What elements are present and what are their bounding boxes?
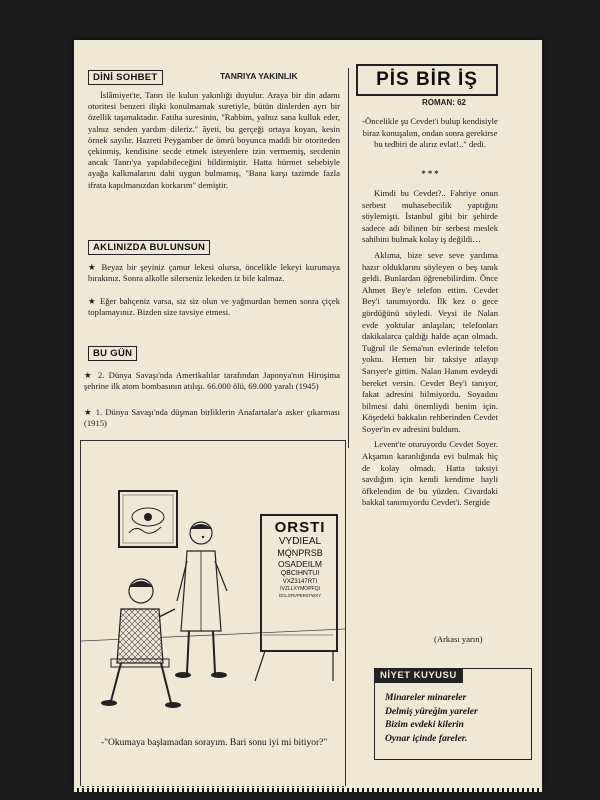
wall-painting	[119, 491, 177, 547]
star-bullet-icon: ★	[84, 407, 93, 417]
star-bullet-icon: ★	[88, 296, 97, 306]
cartoon-caption: -"Okumaya başlamadan sorayım. Bari sonu iyi mi bitiyor?"	[101, 738, 328, 748]
dini-sohbet-body: İslâmiyet'te, Tanrı ile kulun yakınlığı duyulur. Araya bir din adamı otoritesi benzeri ilişki konulmamak suretiyle, bütün dinlerden ayrı bir özellik taşımaktadır. Fatiha suresinin, "Rabbim, yalnız sana kulluk eder, yalnız senden yardım dileriz." âyeti, bu gerçeği ortaya koyan, kesin örnek sayılır. Hazreti Peygamber de ömrü boyunca maddi bir otoriteden çekinmiş, kendisine secde etmek isteyenlere izin vermemiş, secdenin ancak Tanrı'ya yapılabileceğini bildirmiştir. Hatta hürmet sebebiyle ayağa kalkmalarını dahi uygun bulmamış, "Bana karşı tazimde fazla ifrata kapılmanızdan korkarım" demiştir.	[88, 90, 340, 190]
eye-chart-letters: ORSTI VYDIEAL MQNPRSB OSADEILM QBCIHNTUI VXZ3147RTI IVZLLXYMOPFQI DCLGRVPERSTWXY	[274, 519, 326, 598]
aklinizda-item-2: ★ Eğer bahçeniz varsa, siz siz olun ve yağmurdan hemen sonra çiçek toplamayınız. Bizden size tavsiye etmesi.	[88, 296, 340, 318]
newspaper-clipping	[74, 40, 542, 788]
serial-paragraph: Kimdi bu Cevdet?.. Fahriye onun serbest muhasebecilik yaptığını söylemişti. İstanbul gibi bir şehirde sadece adı bilinen bir serbest meslek sahibini bulmak kolay iş değildi…	[362, 188, 498, 245]
aklinizda-header: AKLINIZDA BULUNSUN	[88, 240, 210, 255]
bugun-header: BU GÜN	[88, 346, 137, 361]
roman-number: ROMAN: 62	[422, 98, 467, 107]
niyet-kuyusu-header: NİYET KUYUSU	[374, 668, 463, 683]
serial-intro: -Öncelikle şu Cevdet'i bulup kendisiyle biraz konuşalım, ondan sonra gerekirse bu tedbiri de alırız evlat!.." dedi.	[362, 116, 498, 150]
star-bullet-icon: ★	[84, 370, 94, 380]
bugun-item-1: ★ 2. Dünya Savaşı'nda Amerikalılar tarafından Japonya'nın Hiroşima şehrine ilk atom bombasının atılışı. 66.000 ölü, 69.000 yaralı (1945)	[84, 370, 340, 392]
serial-paragraph: Levent'te oturuyordu Cevdet Soyer. Akşamın karanlığında evi bulmak hiç de kolay olmadı. Hatta taksiyi savdığım için kendi kendime hayli öfkelendim de bu yüzden. Civardaki bakkal tanımıyordu Cevdet'i. Sergide	[362, 439, 498, 508]
serial-title: PİS BİR İŞ	[356, 64, 498, 96]
aklinizda-item-1: ★ Beyaz bir şeyiniz çamur lekesi olursa, öncelikle lekeyi kurumaya bırakınız. Sonra alkolle silerseniz lekeden iz bile kalmaz.	[88, 262, 340, 284]
dini-sohbet-header: DİNİ SOHBET	[88, 70, 163, 85]
bugun-item-2: ★ 1. Dünya Savaşı'nda düşman birliklerin Anafartalar'a asker çıkarması (1915)	[84, 407, 340, 429]
patient-figure	[101, 579, 181, 708]
column-divider	[348, 68, 349, 448]
star-bullet-icon: ★	[88, 262, 98, 272]
niyet-kuyusu-box	[374, 668, 532, 760]
to-be-continued: (Arkası yarın)	[434, 634, 483, 644]
doctor-figure	[175, 522, 227, 678]
serial-body	[362, 188, 498, 509]
cartoon-panel	[80, 440, 346, 787]
dini-sohbet-title: TANRIYA YAKINLIK	[220, 71, 298, 81]
section-stars: * * *	[421, 168, 439, 178]
serial-paragraph: Aklıma, bize seve seve yardıma hazır olduklarını söyleyen o beş tanık geldi. Bunlardan öğrenebilirdim. Önce Ahmet Bey'e telefon ettim. Cevdet Bey'i tanımıyordu. İlk kez o gece gördüğünü söyledi. Veysi ile Nalan evde yoktular anlaşılan; telefonları dakikalarca çaldığı halde açan olmadı. Tuğrul ile Sema'nın evlerinde telefon yoktu. Hemen bir taksiye atlayıp Sarıyer'e gittim. Nalan Hanım evdeydi bereket versin. Cevdet Bey'i tanıyor, fakat adresini bilmiyordu. Soyadını bilmesi dahi önemliydi benim için. Köşedeki bakkalın rehberinden Cevdet Soyer'in ev adresini buldum.	[362, 249, 498, 434]
niyet-kuyusu-poem: Minareler minareler Delmiş yüreğim yareler Bizim evdeki kilerin Oynar içinde fareler.	[385, 692, 478, 744]
